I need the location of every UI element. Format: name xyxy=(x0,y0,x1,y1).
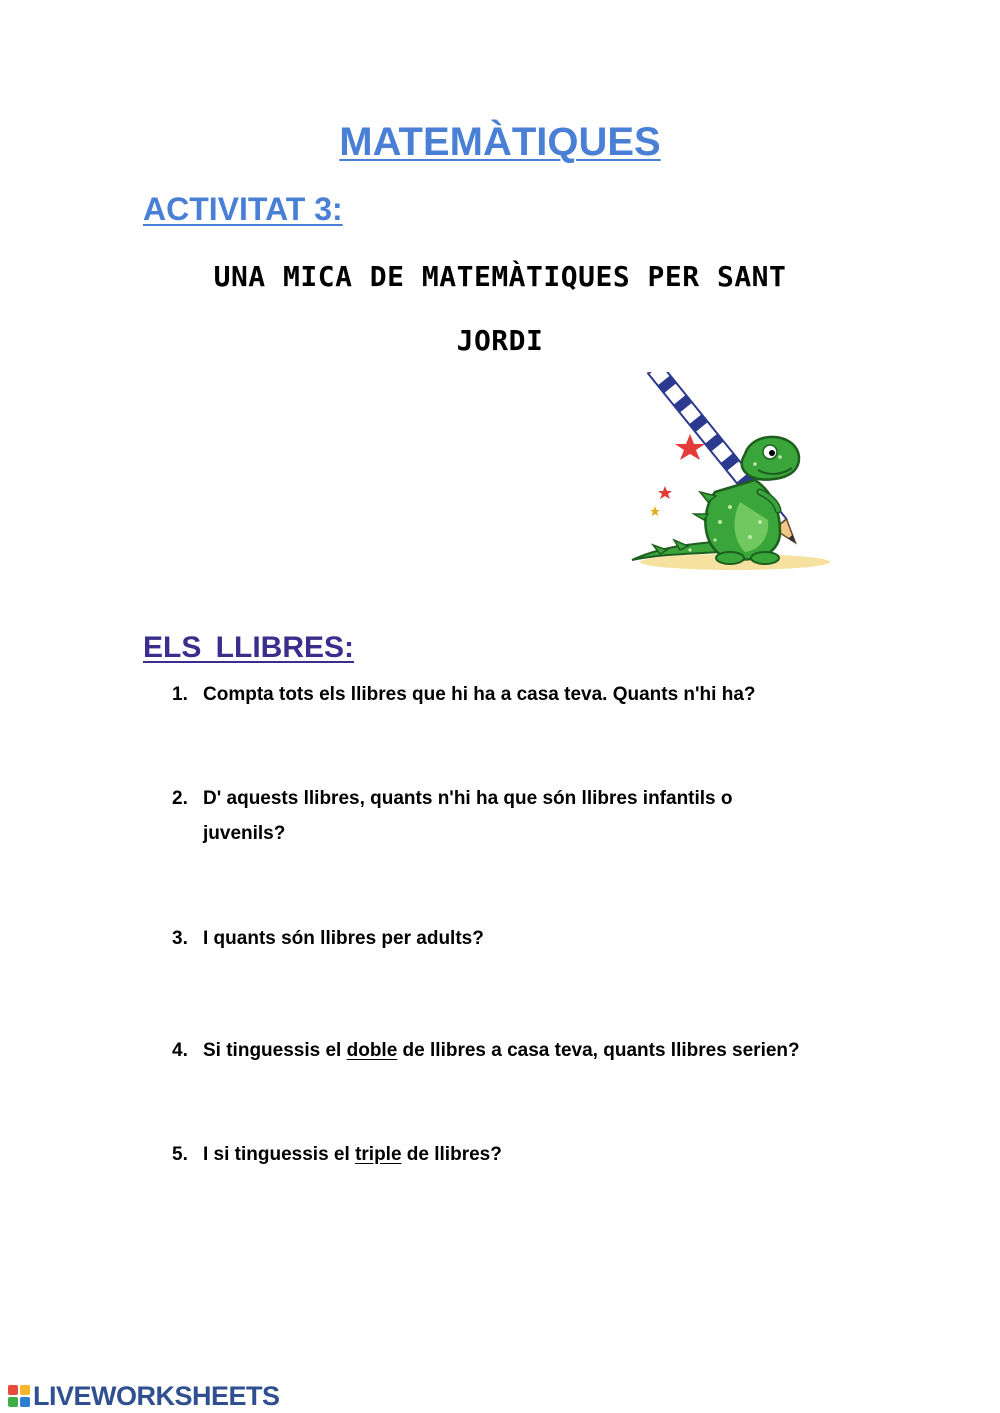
star-icon xyxy=(658,486,672,499)
question-number: 2. xyxy=(172,788,188,809)
section-title: ELS LLIBRES: xyxy=(143,631,355,664)
subtitle-line-1: UNA MICA DE MATEMÀTIQUES PER SANT xyxy=(213,260,787,293)
question-text-before: Si tinguessis el xyxy=(203,1040,347,1061)
star-icon xyxy=(650,506,660,516)
activity-title: ACTIVITAT 3: xyxy=(143,191,343,227)
question-3 xyxy=(172,921,852,956)
question-4 xyxy=(172,1033,852,1068)
question-text: I quants són llibres per adults? xyxy=(203,928,484,949)
underlined-word: doble xyxy=(346,1040,398,1061)
question-number: 3. xyxy=(172,928,188,949)
question-1 xyxy=(172,677,852,712)
page-title: MATEMÀTIQUES xyxy=(339,120,661,164)
question-5 xyxy=(172,1137,852,1172)
question-text xyxy=(203,1137,852,1172)
liveworksheets-logo[interactable] xyxy=(8,1381,280,1411)
question-text-before: I si tinguessis el xyxy=(203,1144,356,1165)
worksheet-subtitle xyxy=(140,245,860,373)
question-text: D' aquests llibres, quants n'hi ha que són llibres infantils o juvenils? xyxy=(203,788,733,844)
logo-icon xyxy=(8,1385,30,1407)
question-text: Compta tots els llibres que hi ha a casa teva. Quants n'hi ha? xyxy=(203,684,756,705)
question-number: 5. xyxy=(172,1144,188,1165)
question-number: 4. xyxy=(172,1040,188,1061)
question-text xyxy=(203,1033,852,1068)
subtitle-line-2: JORDI xyxy=(456,324,544,357)
logo-text: LIVEWORKSHEETS xyxy=(33,1381,280,1411)
question-2 xyxy=(172,781,852,851)
question-text-after: de llibres a casa teva, quants llibres serien? xyxy=(397,1040,800,1061)
question-number: 1. xyxy=(172,684,188,705)
underlined-word: triple xyxy=(355,1144,402,1165)
question-text-after: de llibres? xyxy=(401,1144,502,1165)
dragon-pencil-illustration xyxy=(620,372,840,577)
